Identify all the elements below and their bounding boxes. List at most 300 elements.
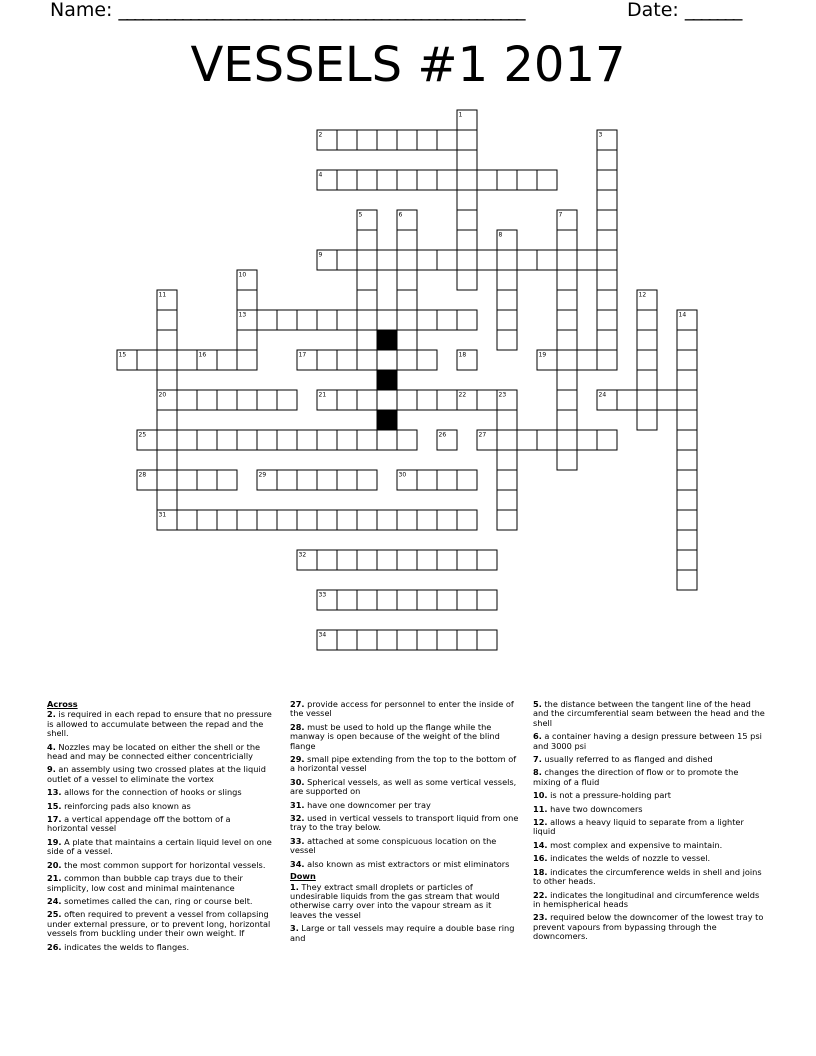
grid-cell[interactable] <box>377 510 397 530</box>
grid-cell[interactable] <box>497 330 517 350</box>
grid-cell[interactable] <box>597 310 617 330</box>
grid-cell[interactable] <box>577 250 597 270</box>
grid-cell[interactable] <box>437 250 457 270</box>
grid-cell[interactable] <box>357 170 377 190</box>
clue-number-label: 31. <box>290 799 305 810</box>
grid-cell[interactable] <box>477 630 497 650</box>
clue-column-3 <box>533 700 765 946</box>
grid-cell[interactable] <box>537 250 557 270</box>
grid-cell[interactable] <box>457 630 477 650</box>
grid-cell[interactable] <box>397 270 417 290</box>
clue-item <box>47 788 273 797</box>
grid-cell[interactable] <box>337 430 357 450</box>
clue-number: 27 <box>478 431 487 439</box>
grid-cell[interactable] <box>437 630 457 650</box>
grid-cell[interactable] <box>357 130 377 150</box>
grid-cell[interactable] <box>357 250 377 270</box>
grid-cell[interactable] <box>157 450 177 470</box>
grid-cell[interactable] <box>357 350 377 370</box>
grid-cell[interactable] <box>337 250 357 270</box>
grid-cell[interactable] <box>217 390 237 410</box>
grid-cell[interactable] <box>237 430 257 450</box>
grid-cell[interactable] <box>597 350 617 370</box>
clue-item <box>533 755 765 764</box>
grid-cell[interactable] <box>597 170 617 190</box>
clue-text: is required in each repad to ensure that no pressure is allowed to accumulate between the repad and the shell. <box>47 709 272 739</box>
clue-text: indicates the welds to flanges. <box>61 941 190 952</box>
grid-cell[interactable] <box>217 350 237 370</box>
grid-cell[interactable] <box>677 490 697 510</box>
grid-cell[interactable] <box>297 510 317 530</box>
clue-number-label: 29. <box>290 754 305 765</box>
black-cell <box>377 410 397 430</box>
clue-item <box>290 924 520 943</box>
black-cell <box>377 330 397 350</box>
grid-cell[interactable] <box>677 450 697 470</box>
grid-cell[interactable] <box>337 550 357 570</box>
grid-cell[interactable] <box>497 310 517 330</box>
grid-cell[interactable] <box>437 470 457 490</box>
black-cell <box>377 370 397 390</box>
grid-cell[interactable] <box>357 290 377 310</box>
grid-cell[interactable] <box>197 390 217 410</box>
grid-cell[interactable] <box>497 470 517 490</box>
grid-cell[interactable] <box>597 290 617 310</box>
grid-cell[interactable] <box>377 310 397 330</box>
clue-number: 9 <box>318 251 323 259</box>
grid-cell[interactable] <box>437 510 457 530</box>
grid-cell[interactable] <box>317 550 337 570</box>
clue-number-label: 20. <box>47 859 62 870</box>
grid-cell[interactable] <box>357 550 377 570</box>
grid-cell[interactable] <box>377 390 397 410</box>
grid-cell[interactable] <box>317 510 337 530</box>
grid-cell[interactable] <box>277 510 297 530</box>
grid-cell[interactable] <box>237 510 257 530</box>
grid-cell[interactable] <box>177 350 197 370</box>
grid-cell[interactable] <box>457 130 477 150</box>
grid-cell[interactable] <box>457 590 477 610</box>
clue-number: 18 <box>458 351 467 359</box>
clue-item <box>533 805 765 814</box>
clue-text: a vertical appendage off the bottom of a horizontal vessel <box>47 814 231 834</box>
grid-cell[interactable] <box>497 290 517 310</box>
grid-cell[interactable] <box>457 550 477 570</box>
grid-cell[interactable] <box>257 510 277 530</box>
clue-number: 13 <box>238 311 247 319</box>
grid-cell[interactable] <box>397 350 417 370</box>
clue-text: provide access for personnel to enter the inside of the vessel <box>290 699 514 719</box>
grid-cell[interactable] <box>457 210 477 230</box>
clue-number: 32 <box>298 551 307 559</box>
grid-cell[interactable] <box>217 470 237 490</box>
grid-cell[interactable] <box>237 390 257 410</box>
grid-cell[interactable] <box>417 350 437 370</box>
grid-cell[interactable] <box>517 250 537 270</box>
grid-cell[interactable] <box>137 350 157 370</box>
clue-item <box>47 910 273 938</box>
grid-cell[interactable] <box>677 350 697 370</box>
grid-cell[interactable] <box>197 430 217 450</box>
clue-text: attached at some conspicuous location on the vessel <box>290 835 497 856</box>
clue-number: 20 <box>158 391 167 399</box>
clue-item <box>47 765 273 784</box>
grid-cell[interactable] <box>197 470 217 490</box>
grid-cell[interactable] <box>397 330 417 350</box>
grid-cell[interactable] <box>417 250 437 270</box>
grid-cell[interactable] <box>237 330 257 350</box>
grid-cell[interactable] <box>437 590 457 610</box>
grid-cell[interactable] <box>677 530 697 550</box>
clue-text: the most common support for horizontal vessels. <box>61 859 266 870</box>
clue-number-label: 6. <box>533 731 542 742</box>
clue-number-label: 34. <box>290 858 305 869</box>
clue-item <box>290 883 520 921</box>
grid-cell[interactable] <box>497 170 517 190</box>
grid-cell[interactable] <box>437 130 457 150</box>
grid-cell[interactable] <box>337 310 357 330</box>
clue-text: the distance between the tangent line of the head and the circumferential seam between the head and the shell <box>533 699 765 728</box>
grid-cell[interactable] <box>557 350 577 370</box>
clue-number-label: 18. <box>533 866 548 877</box>
grid-cell[interactable] <box>377 130 397 150</box>
grid-cell[interactable] <box>437 390 457 410</box>
grid-cell[interactable] <box>397 550 417 570</box>
clue-number: 17 <box>298 351 307 359</box>
grid-cell[interactable] <box>337 510 357 530</box>
grid-cell[interactable] <box>417 630 437 650</box>
clue-number-label: 16. <box>533 853 548 864</box>
grid-cell[interactable] <box>677 370 697 390</box>
grid-cell[interactable] <box>397 230 417 250</box>
grid-cell[interactable] <box>397 250 417 270</box>
grid-cell[interactable] <box>397 630 417 650</box>
grid-cell[interactable] <box>357 510 377 530</box>
clue-number-label: 25. <box>47 909 62 920</box>
grid-cell[interactable] <box>217 430 237 450</box>
grid-cell[interactable] <box>497 430 517 450</box>
clue-text: Large or tall vessels may require a double base ring and <box>290 923 515 943</box>
clue-text: changes the direction of flow or to promote the mixing of a fluid <box>533 767 739 787</box>
grid-cell[interactable] <box>497 450 517 470</box>
grid-cell[interactable] <box>677 390 697 410</box>
grid-cell[interactable] <box>297 470 317 490</box>
grid-cell[interactable] <box>617 390 637 410</box>
clue-number: 8 <box>498 231 503 239</box>
grid-cell[interactable] <box>437 310 457 330</box>
clue-number: 14 <box>678 311 687 319</box>
grid-cell[interactable] <box>417 470 437 490</box>
grid-cell[interactable] <box>457 170 477 190</box>
grid-cell[interactable] <box>597 210 617 230</box>
grid-cell[interactable] <box>637 390 657 410</box>
grid-cell[interactable] <box>397 290 417 310</box>
grid-cell[interactable] <box>217 510 237 530</box>
clue-item <box>533 700 765 728</box>
grid-cell[interactable] <box>397 590 417 610</box>
grid-cell[interactable] <box>417 130 437 150</box>
grid-cell[interactable] <box>357 230 377 250</box>
grid-cell[interactable] <box>517 170 537 190</box>
clue-text: usually referred to as flanged and dished <box>541 754 713 765</box>
grid-cell[interactable] <box>477 390 497 410</box>
clue-number: 26 <box>438 431 447 439</box>
clue-item <box>290 814 520 833</box>
grid-cell[interactable] <box>677 430 697 450</box>
grid-cell[interactable] <box>597 270 617 290</box>
clue-number-label: 13. <box>47 787 62 798</box>
grid-cell[interactable] <box>357 430 377 450</box>
clue-text: used in vertical vessels to transport liquid from one tray to the tray below. <box>290 813 519 833</box>
grid-cell[interactable] <box>637 410 657 430</box>
grid-cell[interactable] <box>257 430 277 450</box>
clue-number-label: 15. <box>47 800 62 811</box>
grid-cell[interactable] <box>457 510 477 530</box>
grid-cell[interactable] <box>377 590 397 610</box>
clue-text: sometimes called the can, ring or course belt. <box>61 895 253 906</box>
grid-cell[interactable] <box>197 510 217 530</box>
clue-number: 16 <box>198 351 207 359</box>
grid-cell[interactable] <box>497 510 517 530</box>
name-label: Name: <box>50 0 113 21</box>
grid-cell[interactable] <box>557 410 577 430</box>
clue-item <box>47 838 273 857</box>
grid-cell[interactable] <box>157 410 177 430</box>
clue-item <box>290 700 520 719</box>
grid-cell[interactable] <box>497 410 517 430</box>
grid-cell[interactable] <box>657 390 677 410</box>
grid-cell[interactable] <box>397 130 417 150</box>
grid-cell[interactable] <box>177 510 197 530</box>
clue-number-label: 28. <box>290 721 305 732</box>
grid-cell[interactable] <box>357 590 377 610</box>
grid-cell[interactable] <box>477 170 497 190</box>
grid-cell[interactable] <box>437 170 457 190</box>
grid-cell[interactable] <box>337 470 357 490</box>
clue-item <box>533 854 765 863</box>
grid-cell[interactable] <box>157 470 177 490</box>
grid-cell[interactable] <box>557 310 577 330</box>
grid-cell[interactable] <box>417 550 437 570</box>
clue-item <box>290 860 520 869</box>
grid-cell[interactable] <box>597 330 617 350</box>
grid-cell[interactable] <box>177 470 197 490</box>
grid-cell[interactable] <box>157 350 177 370</box>
grid-cell[interactable] <box>417 310 437 330</box>
grid-cell[interactable] <box>677 550 697 570</box>
grid-cell[interactable] <box>517 430 537 450</box>
clue-number: 5 <box>358 211 363 219</box>
across-heading: Across <box>47 699 78 709</box>
clue-item <box>47 861 273 870</box>
grid-cell[interactable] <box>277 310 297 330</box>
grid-cell[interactable] <box>597 150 617 170</box>
grid-cell[interactable] <box>597 250 617 270</box>
grid-cell[interactable] <box>357 270 377 290</box>
grid-cell[interactable] <box>297 430 317 450</box>
clue-text: Spherical vessels, as well as some vertical vessels, are supported on <box>290 776 517 797</box>
grid-cell[interactable] <box>157 430 177 450</box>
grid-cell[interactable] <box>557 450 577 470</box>
clue-number: 12 <box>638 291 647 299</box>
grid-cell[interactable] <box>477 250 497 270</box>
clue-item <box>290 837 520 856</box>
grid-cell[interactable] <box>677 510 697 530</box>
grid-cell[interactable] <box>157 330 177 350</box>
name-blank: ___________________________________________________ <box>118 0 524 21</box>
clue-number: 21 <box>318 391 327 399</box>
clue-item <box>533 868 765 887</box>
grid-cell[interactable] <box>457 270 477 290</box>
grid-cell[interactable] <box>457 230 477 250</box>
grid-cell[interactable] <box>357 630 377 650</box>
clue-item <box>47 897 273 906</box>
grid-cell[interactable] <box>277 430 297 450</box>
grid-cell[interactable] <box>157 490 177 510</box>
grid-cell[interactable] <box>557 270 577 290</box>
clue-item <box>47 802 273 811</box>
grid-cell[interactable] <box>177 390 197 410</box>
grid-cell[interactable] <box>417 590 437 610</box>
grid-cell[interactable] <box>257 310 277 330</box>
date-blank: _______ <box>684 0 741 21</box>
clue-text: They extract small droplets or particles of undesirable liquids from the gas stream that would otherwise carry over into the vapour stream as it leaves the vessel <box>290 881 500 920</box>
grid-cell[interactable] <box>177 430 197 450</box>
grid-cell[interactable] <box>477 550 497 570</box>
grid-cell[interactable] <box>437 550 457 570</box>
grid-cell[interactable] <box>637 310 657 330</box>
grid-cell[interactable] <box>317 470 337 490</box>
clue-number: 33 <box>318 591 327 599</box>
grid-cell[interactable] <box>597 230 617 250</box>
grid-cell[interactable] <box>537 430 557 450</box>
clue-item <box>290 723 520 751</box>
grid-cell[interactable] <box>397 390 417 410</box>
grid-cell[interactable] <box>557 250 577 270</box>
grid-cell[interactable] <box>357 330 377 350</box>
grid-cell[interactable] <box>397 310 417 330</box>
grid-cell[interactable] <box>277 470 297 490</box>
grid-cell[interactable] <box>317 350 337 370</box>
grid-cell[interactable] <box>157 370 177 390</box>
clue-item <box>290 801 520 810</box>
grid-cell[interactable] <box>457 190 477 210</box>
grid-cell[interactable] <box>557 230 577 250</box>
clue-text: must be used to hold up the flange while the manway is open because of the weight of the blind flange <box>290 721 500 751</box>
grid-cell[interactable] <box>637 350 657 370</box>
grid-cell[interactable] <box>417 390 437 410</box>
grid-cell[interactable] <box>277 390 297 410</box>
grid-cell[interactable] <box>377 430 397 450</box>
grid-cell[interactable] <box>457 310 477 330</box>
grid-cell[interactable] <box>397 430 417 450</box>
grid-cell[interactable] <box>337 350 357 370</box>
grid-cell[interactable] <box>577 350 597 370</box>
clue-number-label: 17. <box>47 814 62 825</box>
grid-cell[interactable] <box>637 370 657 390</box>
clue-text: a container having a design pressure between 15 psi and 3000 psi <box>533 731 762 751</box>
grid-cell[interactable] <box>357 470 377 490</box>
clue-text: an assembly using two crossed plates at the liquid outlet of a vessel to eliminate the vortex <box>47 764 266 784</box>
grid-cell[interactable] <box>417 170 437 190</box>
clue-number-label: 26. <box>47 941 62 952</box>
grid-cell[interactable] <box>497 270 517 290</box>
grid-cell[interactable] <box>377 350 397 370</box>
grid-cell[interactable] <box>557 390 577 410</box>
grid-cell[interactable] <box>337 390 357 410</box>
clue-number: 10 <box>238 271 247 279</box>
clue-item <box>290 778 520 797</box>
grid-cell[interactable] <box>357 390 377 410</box>
grid-cell[interactable] <box>377 550 397 570</box>
clue-number-label: 27. <box>290 699 305 709</box>
clue-number: 30 <box>398 471 407 479</box>
grid-cell[interactable] <box>597 430 617 450</box>
grid-cell[interactable] <box>597 190 617 210</box>
grid-cell[interactable] <box>337 630 357 650</box>
clue-number-label: 11. <box>533 803 548 814</box>
grid-cell[interactable] <box>397 170 417 190</box>
clue-number: 28 <box>138 471 147 479</box>
clue-item <box>533 841 765 850</box>
grid-cell[interactable] <box>557 330 577 350</box>
grid-cell[interactable] <box>377 170 397 190</box>
grid-cell[interactable] <box>417 510 437 530</box>
grid-cell[interactable] <box>337 170 357 190</box>
grid-cell[interactable] <box>457 250 477 270</box>
grid-cell[interactable] <box>237 350 257 370</box>
grid-cell[interactable] <box>537 170 557 190</box>
clue-text: have two downcomers <box>547 803 643 814</box>
grid-cell[interactable] <box>637 330 657 350</box>
clue-number-label: 12. <box>533 817 548 828</box>
clue-text: most complex and expensive to maintain. <box>547 839 723 850</box>
grid-cell[interactable] <box>317 430 337 450</box>
clue-text: Nozzles may be located on either the shell or the head and may be connected either concentricially <box>47 741 261 762</box>
grid-cell[interactable] <box>237 290 257 310</box>
clue-number-label: 9. <box>47 764 56 775</box>
grid-cell[interactable] <box>477 590 497 610</box>
clue-text: allows a heavy liquid to separate from a lighter liquid <box>533 817 744 837</box>
grid-cell[interactable] <box>557 290 577 310</box>
date-label: Date: <box>627 0 679 21</box>
grid-cell[interactable] <box>317 310 337 330</box>
grid-cell[interactable] <box>157 310 177 330</box>
grid-cell[interactable] <box>397 510 417 530</box>
grid-cell[interactable] <box>337 130 357 150</box>
clue-number-label: 8. <box>533 767 542 778</box>
grid-cell[interactable] <box>457 470 477 490</box>
grid-cell[interactable] <box>677 470 697 490</box>
grid-cell[interactable] <box>677 410 697 430</box>
grid-cell[interactable] <box>257 390 277 410</box>
grid-cell[interactable] <box>497 250 517 270</box>
grid-cell[interactable] <box>457 150 477 170</box>
grid-cell[interactable] <box>377 250 397 270</box>
clue-number-label: 5. <box>533 699 542 709</box>
grid-cell[interactable] <box>677 330 697 350</box>
grid-cell[interactable] <box>557 430 577 450</box>
clue-number-label: 30. <box>290 776 305 787</box>
grid-cell[interactable] <box>297 310 317 330</box>
grid-cell[interactable] <box>557 370 577 390</box>
grid-cell[interactable] <box>377 630 397 650</box>
grid-cell[interactable] <box>357 310 377 330</box>
grid-cell[interactable] <box>337 590 357 610</box>
grid-cell[interactable] <box>677 570 697 590</box>
grid-cell[interactable] <box>577 430 597 450</box>
grid-cell[interactable] <box>497 490 517 510</box>
